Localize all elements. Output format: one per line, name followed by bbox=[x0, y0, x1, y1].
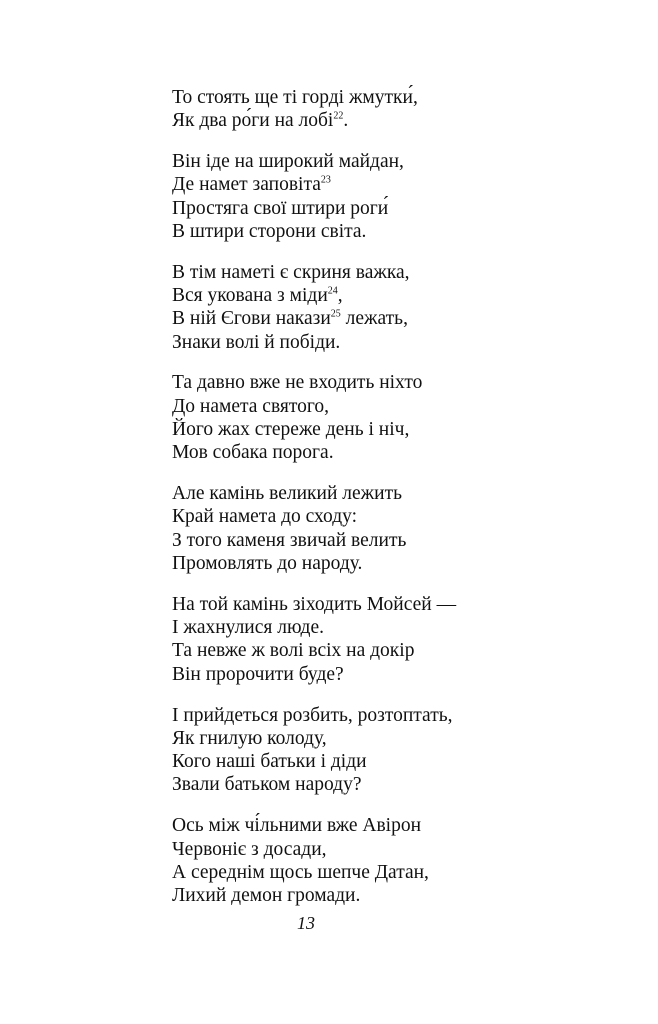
stanza bbox=[172, 482, 612, 575]
line-text: Де намет заповіта bbox=[172, 174, 321, 196]
stanza bbox=[172, 704, 612, 797]
line-text: З того каменя звичай велить bbox=[172, 529, 407, 551]
poem-line bbox=[172, 441, 612, 464]
poem-line bbox=[172, 814, 612, 837]
poem-line bbox=[172, 150, 612, 173]
line-text: Червоніє з досади, bbox=[172, 838, 327, 860]
poem-line bbox=[172, 307, 612, 330]
line-text: І жахнулися люде. bbox=[172, 617, 325, 639]
poem-line bbox=[172, 529, 612, 552]
line-text: Його жах стереже день і ніч, bbox=[172, 419, 410, 441]
poem-line bbox=[172, 395, 612, 418]
poem-line bbox=[172, 593, 612, 616]
line-text: Мов собака порога. bbox=[172, 442, 334, 464]
line-text: , bbox=[337, 285, 343, 307]
stanza bbox=[172, 814, 612, 907]
line-text: лежать, bbox=[340, 308, 408, 330]
stanza bbox=[172, 261, 612, 354]
line-text: . bbox=[343, 110, 349, 132]
line-text: Лихий демон громади. bbox=[172, 885, 361, 907]
poem-line bbox=[172, 663, 612, 686]
poem-line bbox=[172, 704, 612, 727]
line-text: Знаки волі й побіди. bbox=[172, 331, 341, 353]
poem-line bbox=[172, 371, 612, 394]
line-text: Він іде на широкий майдан, bbox=[172, 151, 404, 173]
poem-line bbox=[172, 197, 612, 220]
poem-line bbox=[172, 261, 612, 284]
poem-line bbox=[172, 482, 612, 505]
line-text: Звали батьком народу? bbox=[172, 774, 362, 796]
stanza bbox=[172, 150, 612, 243]
line-text: То стоять ще ті горді жмутки́, bbox=[172, 87, 418, 108]
poem-text bbox=[172, 86, 612, 925]
line-text: Як гнилую колоду, bbox=[172, 727, 327, 749]
line-text: В ній Єгови накази bbox=[172, 308, 331, 330]
poem-line bbox=[172, 109, 612, 132]
poem-line bbox=[172, 884, 612, 907]
line-text: Та давно вже не входить ніхто bbox=[172, 372, 423, 394]
stanza bbox=[172, 371, 612, 464]
line-text: Але камінь великий лежить bbox=[172, 483, 402, 505]
poem-line bbox=[172, 727, 612, 750]
line-text: Кого наші батьки і діди bbox=[172, 751, 367, 773]
line-text: А середнім щось шепче Датан, bbox=[172, 861, 429, 883]
poem-line bbox=[172, 220, 612, 243]
poem-line bbox=[172, 331, 612, 354]
page-number: 13 bbox=[297, 913, 315, 933]
line-text: Як два ро́ги на лобі bbox=[172, 110, 334, 132]
line-text: Край намета до сходу: bbox=[172, 506, 358, 528]
stanza bbox=[172, 593, 612, 686]
line-text: Та невже ж волі всіх на докір bbox=[172, 640, 415, 662]
footnote-marker: 22 bbox=[333, 110, 344, 122]
line-text: Він пророчити буде? bbox=[172, 663, 344, 685]
line-text: Промовлять до народу. bbox=[172, 553, 363, 575]
poem-line bbox=[172, 86, 612, 109]
poem-line bbox=[172, 639, 612, 662]
poem-line bbox=[172, 505, 612, 528]
poem-line bbox=[172, 750, 612, 773]
footnote-marker: 23 bbox=[320, 174, 331, 186]
line-text: На той камінь зіходить Мойсей — bbox=[172, 593, 457, 615]
line-text: Ось між чі́льними вже Авірон bbox=[172, 815, 422, 837]
line-text: До намета святого, bbox=[172, 395, 330, 417]
line-text: В тім наметі є скриня важка, bbox=[172, 261, 410, 283]
stanza bbox=[172, 86, 612, 133]
poem-line bbox=[172, 284, 612, 307]
poem-line bbox=[172, 838, 612, 861]
poem-line bbox=[172, 173, 612, 196]
poem-line bbox=[172, 418, 612, 441]
footnote-marker: 25 bbox=[330, 308, 341, 320]
line-text: І прийдеться розбить, розтоптать, bbox=[172, 704, 453, 726]
line-text: Простяга свої штири роги́ bbox=[172, 197, 389, 219]
footnote-marker: 24 bbox=[327, 285, 338, 297]
poem-line bbox=[172, 616, 612, 639]
poem-line bbox=[172, 861, 612, 884]
line-text: В штири сторони світа. bbox=[172, 220, 367, 242]
line-text: Вся укована з міди bbox=[172, 285, 328, 307]
poem-line bbox=[172, 552, 612, 575]
poem-line bbox=[172, 773, 612, 796]
